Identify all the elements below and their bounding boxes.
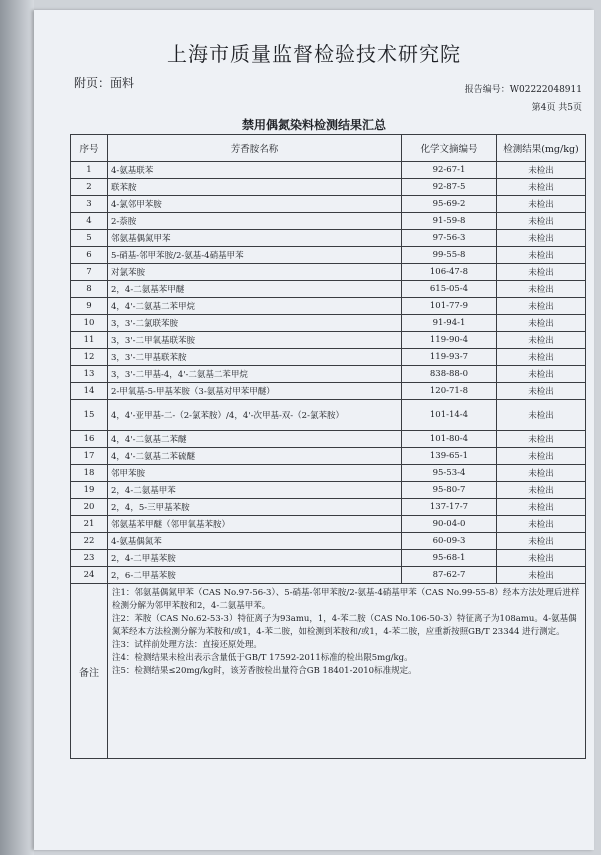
test-result: 未检出 (497, 567, 586, 584)
table-row (71, 431, 586, 448)
row-number: 11 (71, 332, 108, 349)
amine-name: 2-甲氧基-5-甲基苯胺（3-氨基对甲苯甲醚） (108, 383, 402, 400)
note-3: 注3：试样前处理方法：直接还原处理。 (112, 640, 262, 650)
row-number: 6 (71, 247, 108, 264)
table-title: 禁用偶氮染料检测结果汇总 (241, 118, 386, 132)
row-number: 14 (71, 383, 108, 400)
cas-number: 95-53-4 (402, 465, 497, 482)
cas-number: 99-55-8 (402, 247, 497, 264)
test-result: 未检出 (497, 281, 586, 298)
amine-name: 5-硝基-邻甲苯胺/2-氨基-4硝基甲苯 (108, 247, 402, 264)
cas-number: 106-47-8 (402, 264, 497, 281)
test-result: 未检出 (497, 332, 586, 349)
amine-name: 3，3'-二氯联苯胺 (108, 315, 402, 332)
amine-name: 4，4'-二氨基二苯醚 (108, 431, 402, 448)
cas-number: 92-67-1 (402, 162, 497, 179)
test-result: 未检出 (497, 516, 586, 533)
table-row (71, 383, 586, 400)
cas-number: 95-80-7 (402, 482, 497, 499)
cas-number: 92-87-5 (402, 179, 497, 196)
test-result: 未检出 (497, 213, 586, 230)
column-header-result: 检测结果(mg/kg) (497, 135, 586, 162)
row-number: 2 (71, 179, 108, 196)
row-number: 19 (71, 482, 108, 499)
row-number: 7 (71, 264, 108, 281)
table-row (71, 196, 586, 213)
test-result: 未检出 (497, 499, 586, 516)
amine-name: 4，4'-亚甲基-二-（2-氯苯胺）/4，4'-次甲基-双-（2-氯苯胺） (108, 400, 402, 431)
amine-name: 2，6-二甲基苯胺 (108, 567, 402, 584)
table-row (71, 213, 586, 230)
row-number: 15 (71, 400, 108, 431)
test-result: 未检出 (497, 550, 586, 567)
cas-number: 95-68-1 (402, 550, 497, 567)
cas-number: 137-17-7 (402, 499, 497, 516)
table-row (71, 281, 586, 298)
amine-name: 对氯苯胺 (108, 264, 402, 281)
amine-name: 4-氨基偶氮苯 (108, 533, 402, 550)
table-row (71, 366, 586, 383)
cas-number: 120-71-8 (402, 383, 497, 400)
binder-spine (0, 0, 34, 855)
row-number: 16 (71, 431, 108, 448)
row-number: 23 (71, 550, 108, 567)
report-number: 报告编号：W02222048911 (464, 85, 582, 95)
note-1: 注1：邻氨基偶氮甲苯（CAS No.97-56-3）、5-硝基-邻甲苯胺/2-氨基-4硝基甲苯（CAS No.99-55-8）经本方法处理后进样检测分解为邻甲苯胺和2，4-二氨基甲苯。 (112, 588, 580, 611)
test-result: 未检出 (497, 264, 586, 281)
amine-name: 4，4'-二氨基二苯甲烷 (108, 298, 402, 315)
table-row (71, 247, 586, 264)
cas-number: 95-69-2 (402, 196, 497, 213)
cas-number: 119-93-7 (402, 349, 497, 366)
amine-name: 联苯胺 (108, 179, 402, 196)
test-result: 未检出 (497, 482, 586, 499)
row-number: 18 (71, 465, 108, 482)
page-title: 上海市质量监督检验技术研究院 (167, 42, 461, 66)
test-result: 未检出 (497, 179, 586, 196)
table-row (71, 162, 586, 179)
column-header-cas: 化学文摘编号 (402, 135, 497, 162)
test-result: 未检出 (497, 431, 586, 448)
test-result: 未检出 (497, 448, 586, 465)
cas-number: 838-88-0 (402, 366, 497, 383)
amine-name: 4，4'-二氨基二苯硫醚 (108, 448, 402, 465)
test-result: 未检出 (497, 366, 586, 383)
test-result: 未检出 (497, 162, 586, 179)
cas-number: 97-56-3 (402, 230, 497, 247)
amine-name: 3，3'-二甲氧基联苯胺 (108, 332, 402, 349)
row-number: 1 (71, 162, 108, 179)
test-result: 未检出 (497, 298, 586, 315)
row-number: 17 (71, 448, 108, 465)
cas-number: 139-65-1 (402, 448, 497, 465)
amine-name: 2，4，5-三甲基苯胺 (108, 499, 402, 516)
row-number: 8 (71, 281, 108, 298)
cas-number: 101-14-4 (402, 400, 497, 431)
table-row (71, 179, 586, 196)
appendix-label: 附页：面料 (74, 76, 135, 90)
cas-number: 87-62-7 (402, 567, 497, 584)
table-row (71, 550, 586, 567)
table-header-row (71, 135, 586, 162)
note-5: 注5：检测结果≤20mg/kg时，该芳香胺检出量符合GB 18401-2010标准规定。 (112, 666, 417, 676)
row-number: 13 (71, 366, 108, 383)
cas-number: 101-80-4 (402, 431, 497, 448)
test-result: 未检出 (497, 196, 586, 213)
cas-number: 60-09-3 (402, 533, 497, 550)
cas-number: 91-94-1 (402, 315, 497, 332)
row-number: 9 (71, 298, 108, 315)
row-number: 5 (71, 230, 108, 247)
table-row (71, 516, 586, 533)
amine-name: 2，4-二氨基甲苯 (108, 482, 402, 499)
amine-name: 邻甲苯胺 (108, 465, 402, 482)
row-number: 22 (71, 533, 108, 550)
amine-name: 2，4-二氨基苯甲醚 (108, 281, 402, 298)
table-row (71, 332, 586, 349)
row-number: 12 (71, 349, 108, 366)
test-result: 未检出 (497, 230, 586, 247)
test-result: 未检出 (497, 315, 586, 332)
test-result: 未检出 (497, 383, 586, 400)
amine-name: 2-萘胺 (108, 213, 402, 230)
cas-number: 615-05-4 (402, 281, 497, 298)
notes-cell (108, 584, 586, 759)
amine-name: 邻氨基偶氮甲苯 (108, 230, 402, 247)
cas-number: 90-04-0 (402, 516, 497, 533)
amine-name: 2，4-二甲基苯胺 (108, 550, 402, 567)
cas-number: 101-77-9 (402, 298, 497, 315)
note-2: 注2：苯胺（CAS No.62-53-3）特征离子为93amu，1，4-苯二胺（CAS No.106-50-3）特征离子为108amu。4-氨基偶氮苯经本方法检测分解为苯胺和/或1，4-苯二胺，如检测到苯胺和/或1，4-苯二胺，应重新按照GB/T 23344 进行测定。 (112, 614, 577, 637)
amine-name: 4-氨基联苯 (108, 162, 402, 179)
table-row (71, 264, 586, 281)
table-row (71, 230, 586, 247)
row-number: 24 (71, 567, 108, 584)
cas-number: 119-90-4 (402, 332, 497, 349)
table-row (71, 315, 586, 332)
note-4: 注4：检测结果未检出表示含量低于GB/T 17592-2011标准的检出限5mg/kg。 (112, 653, 413, 663)
amine-name: 3，3'-二甲基联苯胺 (108, 349, 402, 366)
test-result: 未检出 (497, 465, 586, 482)
table-row (71, 567, 586, 584)
test-result: 未检出 (497, 400, 586, 431)
column-header-no: 序号 (71, 135, 108, 162)
row-number: 3 (71, 196, 108, 213)
row-number: 20 (71, 499, 108, 516)
table-row (71, 482, 586, 499)
test-result: 未检出 (497, 349, 586, 366)
table-row (71, 465, 586, 482)
table-row (71, 298, 586, 315)
column-header-name: 芳香胺名称 (108, 135, 402, 162)
table-row (71, 400, 586, 431)
page-number: 第4页 共5页 (531, 103, 582, 113)
notes-row (71, 584, 586, 759)
row-number: 21 (71, 516, 108, 533)
table-row (71, 349, 586, 366)
amine-name: 3，3'-二甲基-4，4'-二氨基二苯甲烷 (108, 366, 402, 383)
row-number: 4 (71, 213, 108, 230)
row-number: 10 (71, 315, 108, 332)
cas-number: 91-59-8 (402, 213, 497, 230)
report-page (34, 10, 594, 850)
test-result: 未检出 (497, 533, 586, 550)
amine-name: 4-氯邻甲苯胺 (108, 196, 402, 213)
table-row (71, 533, 586, 550)
amine-name: 邻氨基苯甲醚（邻甲氧基苯胺） (108, 516, 402, 533)
table-row (71, 448, 586, 465)
results-table (70, 134, 586, 759)
notes-label: 备注 (71, 584, 108, 759)
table-row (71, 499, 586, 516)
test-result: 未检出 (497, 247, 586, 264)
